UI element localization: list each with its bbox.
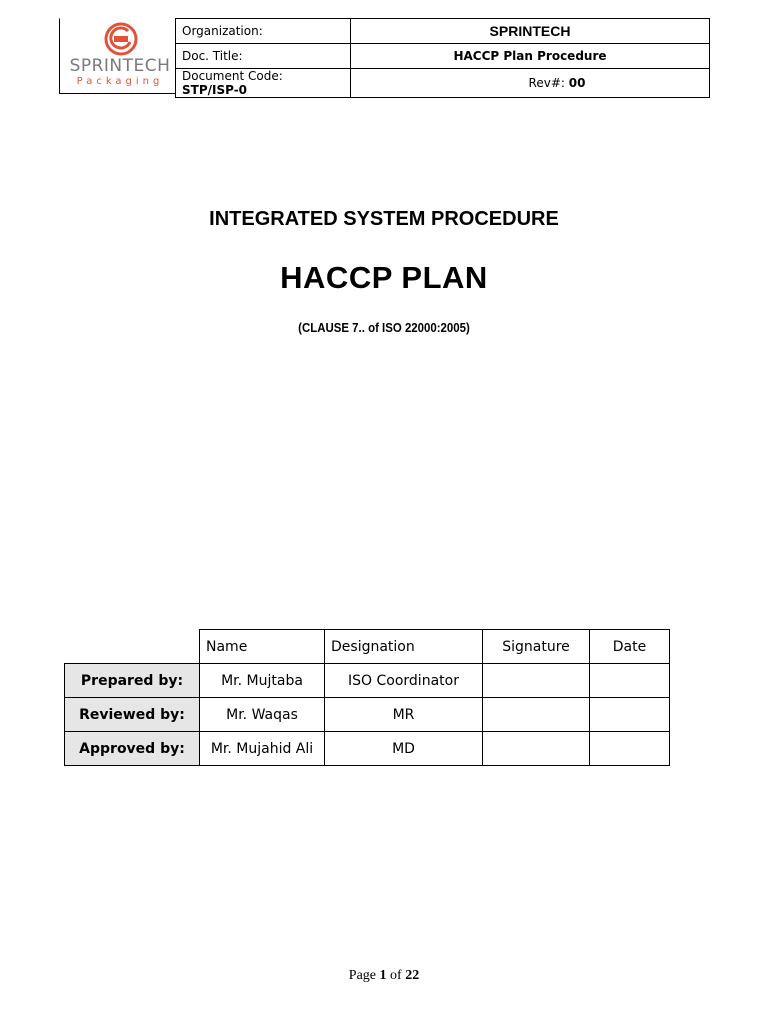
doc-title-row bbox=[176, 44, 710, 69]
rev-label: Rev#: bbox=[528, 76, 565, 90]
row-date bbox=[590, 732, 670, 766]
table-row bbox=[65, 664, 670, 698]
doc-title-value: HACCP Plan Procedure bbox=[351, 44, 710, 69]
row-role: Approved by: bbox=[65, 732, 200, 766]
logo-tagline: Packaging bbox=[76, 76, 164, 87]
row-signature bbox=[483, 664, 590, 698]
table-row bbox=[65, 732, 670, 766]
organization-value: SPRINTECH bbox=[351, 19, 710, 44]
clause-reference: (CLAUSE 7.. of ISO 22000:2005) bbox=[298, 320, 470, 335]
row-signature bbox=[483, 698, 590, 732]
row-date bbox=[590, 664, 670, 698]
logo-cell bbox=[59, 18, 176, 94]
of-label: of bbox=[390, 968, 402, 983]
row-name: Mr. Mujahid Ali bbox=[200, 732, 325, 766]
row-designation: ISO Coordinator bbox=[325, 664, 483, 698]
page-number: 1 bbox=[379, 968, 387, 983]
doc-code-label: Document Code: bbox=[182, 69, 283, 83]
system-procedure-title: INTEGRATED SYSTEM PROCEDURE bbox=[209, 208, 559, 230]
row-name: Mr. Mujtaba bbox=[200, 664, 325, 698]
page-total: 22 bbox=[405, 968, 420, 983]
doc-code-cell bbox=[176, 69, 351, 98]
page-footer bbox=[0, 968, 768, 984]
doc-code-value: STP/ISP-0 bbox=[182, 83, 248, 97]
approval-header-row bbox=[65, 630, 670, 664]
header-signature: Signature bbox=[483, 630, 590, 664]
header-designation: Designation bbox=[325, 630, 483, 664]
doc-title-label: Doc. Title: bbox=[176, 44, 351, 69]
row-designation: MR bbox=[325, 698, 483, 732]
approval-table bbox=[64, 629, 670, 766]
header-info-table bbox=[175, 18, 710, 98]
organization-label: Organization: bbox=[176, 19, 351, 44]
document-header bbox=[59, 18, 710, 97]
row-date bbox=[590, 698, 670, 732]
company-logo bbox=[66, 21, 172, 89]
row-designation: MD bbox=[325, 732, 483, 766]
sprintech-logo-mark-icon bbox=[104, 22, 138, 56]
organization-row bbox=[176, 19, 710, 44]
row-role: Reviewed by: bbox=[65, 698, 200, 732]
row-role: Prepared by: bbox=[65, 664, 200, 698]
logo-wordmark: SPRINTECH bbox=[69, 56, 171, 76]
header-name: Name bbox=[200, 630, 325, 664]
table-row bbox=[65, 698, 670, 732]
row-signature bbox=[483, 732, 590, 766]
row-name: Mr. Waqas bbox=[200, 698, 325, 732]
haccp-plan-title: HACCP PLAN bbox=[280, 260, 488, 295]
doc-code-row bbox=[176, 69, 710, 98]
header-date: Date bbox=[590, 630, 670, 664]
page-label: Page bbox=[348, 968, 377, 983]
rev-value: 00 bbox=[568, 76, 586, 90]
revision-cell bbox=[351, 69, 710, 98]
